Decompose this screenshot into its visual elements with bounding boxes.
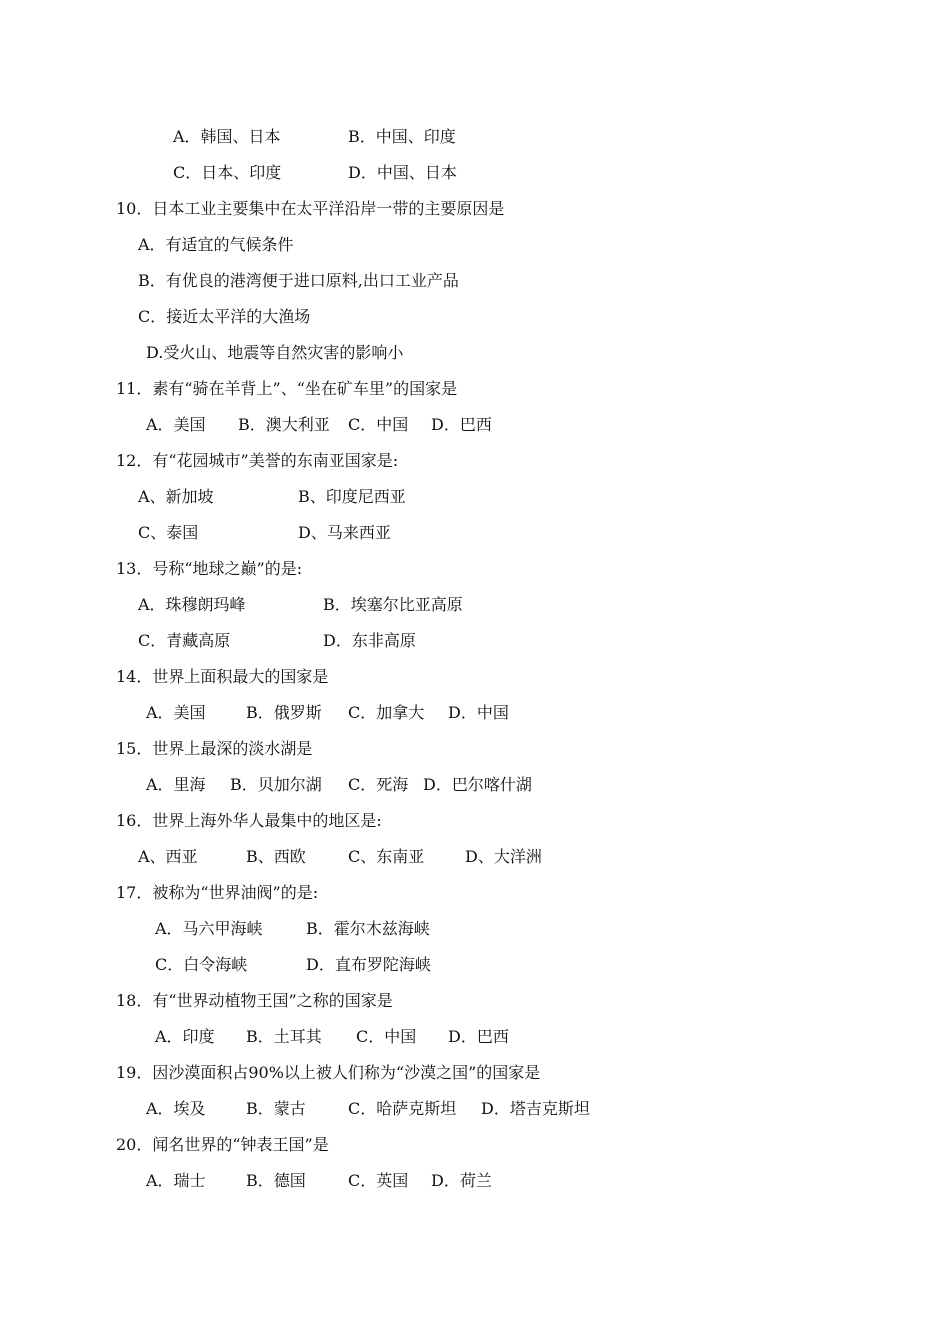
q20-stem: 20．闻名世界的“钟表王国”是 bbox=[116, 1135, 329, 1154]
q18-option-c: C．中国 bbox=[356, 1027, 417, 1046]
q19-option-c: C．哈萨克斯坦 bbox=[348, 1099, 457, 1118]
q11-option-d: D．巴西 bbox=[431, 415, 492, 434]
q15-option-a: A．里海 bbox=[146, 775, 206, 794]
q13-option-a: A．珠穆朗玛峰 bbox=[138, 595, 246, 614]
q12-option-a: A、新加坡 bbox=[138, 487, 214, 506]
q13-option-b: B．埃塞尔比亚高原 bbox=[323, 595, 463, 614]
q13-stem: 13．号称“地球之巅”的是: bbox=[116, 559, 303, 578]
q10-option-a: A．有适宜的气候条件 bbox=[138, 235, 294, 254]
q20-option-b: B．德国 bbox=[246, 1171, 306, 1190]
q17-option-b: B．霍尔木兹海峡 bbox=[306, 919, 430, 938]
q11-option-c: C．中国 bbox=[348, 415, 409, 434]
q19-stem: 19．因沙漠面积占90%以上被人们称为“沙漠之国”的国家是 bbox=[116, 1063, 541, 1082]
q14-option-c: C．加拿大 bbox=[348, 703, 425, 722]
q11-stem: 11．素有“骑在羊背上”、“坐在矿车里”的国家是 bbox=[116, 379, 458, 398]
q18-option-a: A．印度 bbox=[155, 1027, 215, 1046]
q17-option-d: D．直布罗陀海峡 bbox=[306, 955, 431, 974]
q20-option-a: A．瑞士 bbox=[146, 1171, 206, 1190]
q16-option-a: A、西亚 bbox=[138, 847, 198, 866]
q10-option-b: B．有优良的港湾便于进口原料,出口工业产品 bbox=[138, 271, 459, 290]
q17-option-c: C．白令海峡 bbox=[155, 955, 248, 974]
q10-stem: 10．日本工业主要集中在太平洋沿岸一带的主要原因是 bbox=[116, 199, 505, 218]
q13-option-c: C．青藏高原 bbox=[138, 631, 231, 650]
q19-option-b: B．蒙古 bbox=[246, 1099, 306, 1118]
q10-option-d: D.受火山、地震等自然灾害的影响小 bbox=[146, 343, 404, 362]
q14-stem: 14．世界上面积最大的国家是 bbox=[116, 667, 329, 686]
q9-option-a: A．韩国、日本 bbox=[173, 127, 281, 146]
q19-option-d: D．塔吉克斯坦 bbox=[481, 1099, 590, 1118]
q12-stem: 12．有“花园城市”美誉的东南亚国家是: bbox=[116, 451, 399, 470]
q18-option-d: D．巴西 bbox=[448, 1027, 509, 1046]
q15-stem: 15．世界上最深的淡水湖是 bbox=[116, 739, 313, 758]
q19-option-a: A．埃及 bbox=[146, 1099, 206, 1118]
q16-stem: 16．世界上海外华人最集中的地区是: bbox=[116, 811, 382, 830]
q20-option-c: C．英国 bbox=[348, 1171, 409, 1190]
q14-option-b: B．俄罗斯 bbox=[246, 703, 322, 722]
q16-option-b: B、西欧 bbox=[246, 847, 306, 866]
q9-option-d: D．中国、日本 bbox=[348, 163, 457, 182]
q12-option-d: D、马来西亚 bbox=[298, 523, 391, 542]
q16-option-d: D、大洋洲 bbox=[465, 847, 542, 866]
q17-option-a: A．马六甲海峡 bbox=[155, 919, 263, 938]
q14-option-d: D．中国 bbox=[448, 703, 509, 722]
q9-option-b: B．中国、印度 bbox=[348, 127, 456, 146]
q18-stem: 18．有“世界动植物王国”之称的国家是 bbox=[116, 991, 393, 1010]
q15-option-c: C．死海 bbox=[348, 775, 409, 794]
q14-option-a: A．美国 bbox=[146, 703, 206, 722]
q12-option-c: C、泰国 bbox=[138, 523, 199, 542]
q12-option-b: B、印度尼西亚 bbox=[298, 487, 406, 506]
q11-option-b: B．澳大利亚 bbox=[238, 415, 330, 434]
q9-option-c: C．日本、印度 bbox=[173, 163, 282, 182]
q13-option-d: D．东非高原 bbox=[323, 631, 416, 650]
q18-option-b: B．土耳其 bbox=[246, 1027, 322, 1046]
q15-option-d: D．巴尔喀什湖 bbox=[423, 775, 532, 794]
q20-option-d: D．荷兰 bbox=[431, 1171, 492, 1190]
q15-option-b: B．贝加尔湖 bbox=[230, 775, 322, 794]
q10-option-c: C．接近太平洋的大渔场 bbox=[138, 307, 311, 326]
q16-option-c: C、东南亚 bbox=[348, 847, 425, 866]
q17-stem: 17．被称为“世界油阀”的是: bbox=[116, 883, 319, 902]
q11-option-a: A．美国 bbox=[146, 415, 206, 434]
